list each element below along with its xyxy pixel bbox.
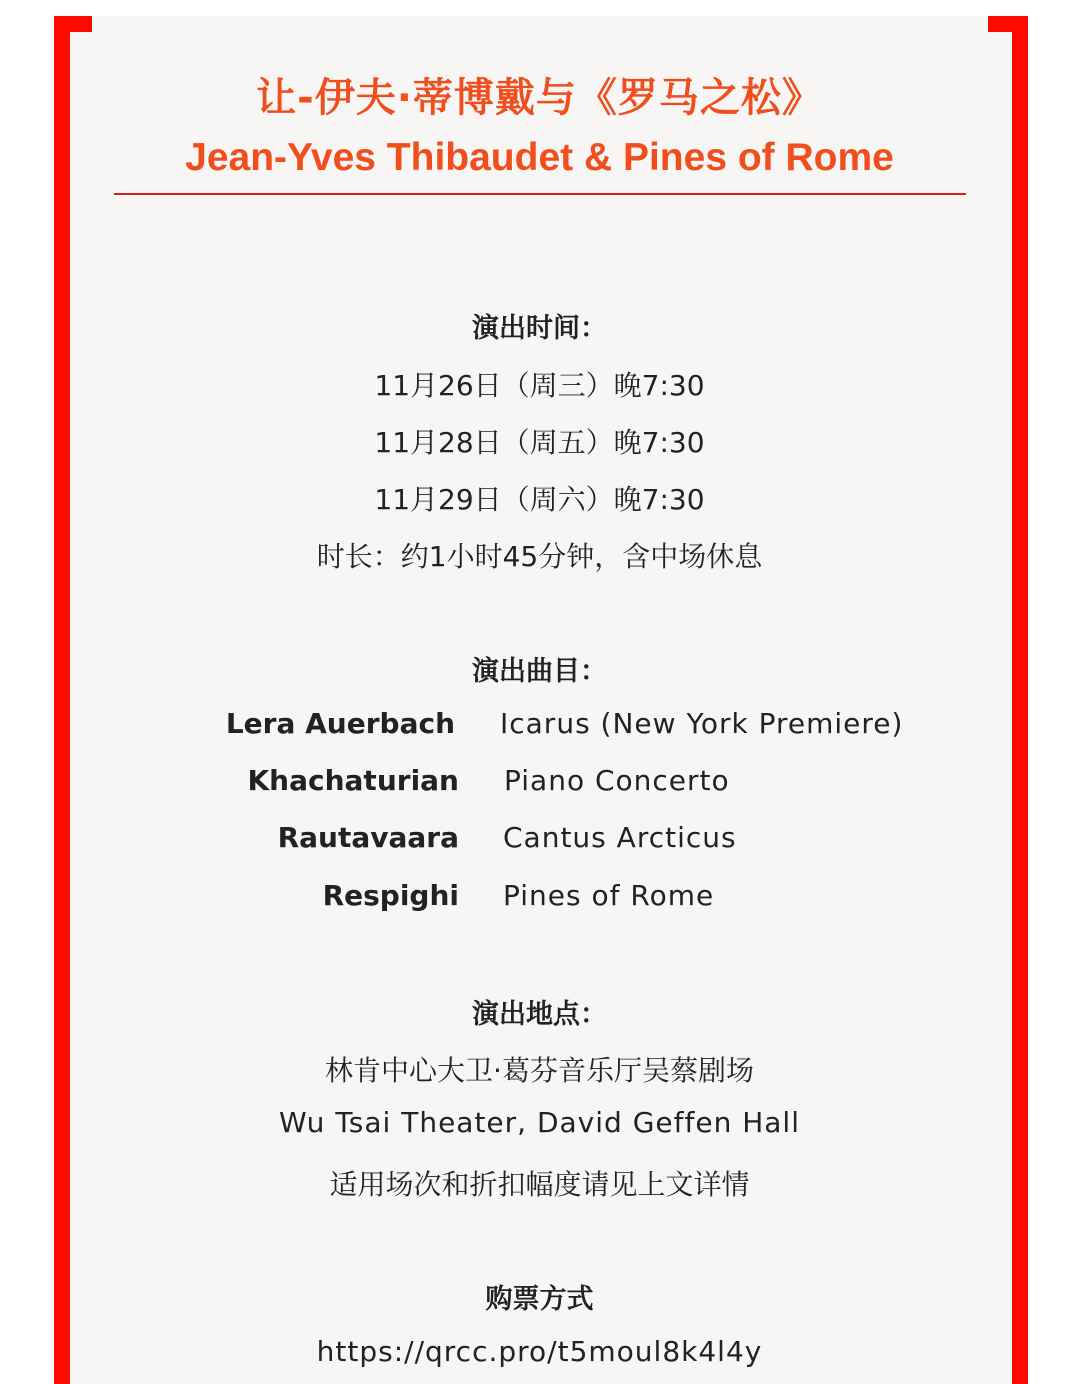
title-chinese: 让-伊夫·蒂博戴与《罗马之松》: [256, 75, 823, 121]
composer-name: Respighi: [322, 879, 459, 912]
title-english: Jean-Yves Thibaudet & Pines of Rome: [185, 136, 894, 179]
tickets-heading: 购票方式: [485, 1284, 594, 1315]
composer-name: Rautavaara: [277, 821, 459, 854]
ticket-link[interactable]: https://qrcc.pro/t5moul8k4l4y: [316, 1335, 763, 1368]
program-heading: 演出曲目：: [472, 656, 607, 687]
schedule-date: 11月26日（周三）晚7:30: [374, 369, 705, 402]
work-title: Pines of Rome: [503, 879, 715, 912]
composer-name: Lera Auerbach: [225, 707, 455, 740]
venue-name-en: Wu Tsai Theater, David Geffen Hall: [278, 1106, 800, 1139]
schedule-heading: 演出时间：: [472, 313, 607, 344]
schedule-date: 11月28日（周五）晚7:30: [374, 426, 705, 459]
schedule-date: 11月29日（周六）晚7:30: [374, 483, 705, 516]
venue-heading: 演出地点：: [472, 999, 607, 1030]
title-divider: [114, 193, 966, 195]
work-title: Piano Concerto: [504, 764, 730, 797]
frame-right-corner: [988, 16, 1028, 32]
duration-text: 时长：约1小时45分钟，含中场休息: [316, 540, 763, 573]
composer-name: Khachaturian: [247, 764, 459, 797]
work-title: Cantus Arcticus: [503, 821, 737, 854]
work-title: Icarus (New York Premiere): [500, 707, 904, 740]
frame-left-corner: [54, 16, 92, 32]
discount-note: 适用场次和折扣幅度请见上文详情: [329, 1168, 750, 1201]
venue-name-cn: 林肯中心大卫·葛芬音乐厅吴蔡剧场: [325, 1054, 754, 1087]
